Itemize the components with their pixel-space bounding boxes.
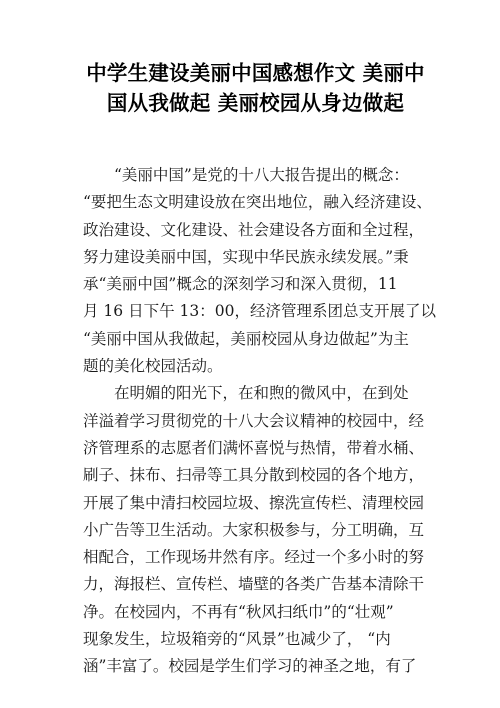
paragraph-line: 洋溢着学习贯彻党的十八大会议精神的校园中，经 bbox=[83, 411, 425, 430]
paragraph-line: 努力建设美丽中国，实现中华民族永续发展。”秉 bbox=[83, 247, 409, 266]
paragraph-1 bbox=[83, 162, 436, 380]
paragraph-line: “美丽中国”是党的十八大报告提出的概念： bbox=[114, 166, 409, 184]
paragraph-line: 题的美化校园活动。 bbox=[83, 357, 223, 376]
paragraph-line: 力，海报栏、宣传栏、墙壁的各类广告基本清除干 bbox=[83, 575, 425, 594]
paragraph-line: 承“美丽中国”概念的深刻学习和深入贯彻，11 bbox=[83, 275, 398, 294]
paragraph-line: 涵”丰富了。校园是学生们学习的神圣之地，有了 bbox=[83, 657, 417, 676]
paragraph-line: 月 16 日下午 13：00，经济管理系团总支开展了以 bbox=[83, 302, 436, 321]
document-body bbox=[83, 162, 436, 681]
paragraph-line: “美丽中国从我做起，美丽校园从身边做起”为主 bbox=[83, 329, 409, 348]
paragraph-line: 净。在校园内，不再有“秋风扫纸巾”的“壮观” bbox=[83, 602, 394, 621]
paragraph-line: “要把生态文明建设放在突出地位，融入经济建设、 bbox=[83, 193, 432, 212]
document-title bbox=[83, 58, 428, 118]
paragraph-line: 刷子、抹布、扫帚等工具分散到校园的各个地方， bbox=[83, 466, 425, 485]
paragraph-line: 小广告等卫生活动。大家积极参与，分工明确，互 bbox=[83, 520, 425, 539]
paragraph-line: 在明媚的阳光下，在和煦的微风中，在到处 bbox=[114, 384, 409, 403]
paragraph-line: 济管理系的志愿者们满怀喜悦与热情，带着水桶、 bbox=[83, 438, 425, 457]
paragraph-line: 政治建设、文化建设、社会建设各方面和全过程， bbox=[83, 220, 425, 239]
paragraph-2 bbox=[83, 380, 428, 680]
paragraph-line: 开展了集中清扫校园垃圾、擦洗宣传栏、清理校园 bbox=[83, 493, 425, 512]
title-line: 国从我做起 美丽校园从身边做起 bbox=[106, 91, 405, 115]
paragraph-line: 现象发生，垃圾箱旁的“风景”也减少了， “内 bbox=[83, 630, 391, 649]
paragraph-line: 相配合，工作现场井然有序。经过一个多小时的努 bbox=[83, 548, 425, 567]
title-line: 中学生建设美丽中国感想作文 美丽中 bbox=[86, 61, 425, 85]
